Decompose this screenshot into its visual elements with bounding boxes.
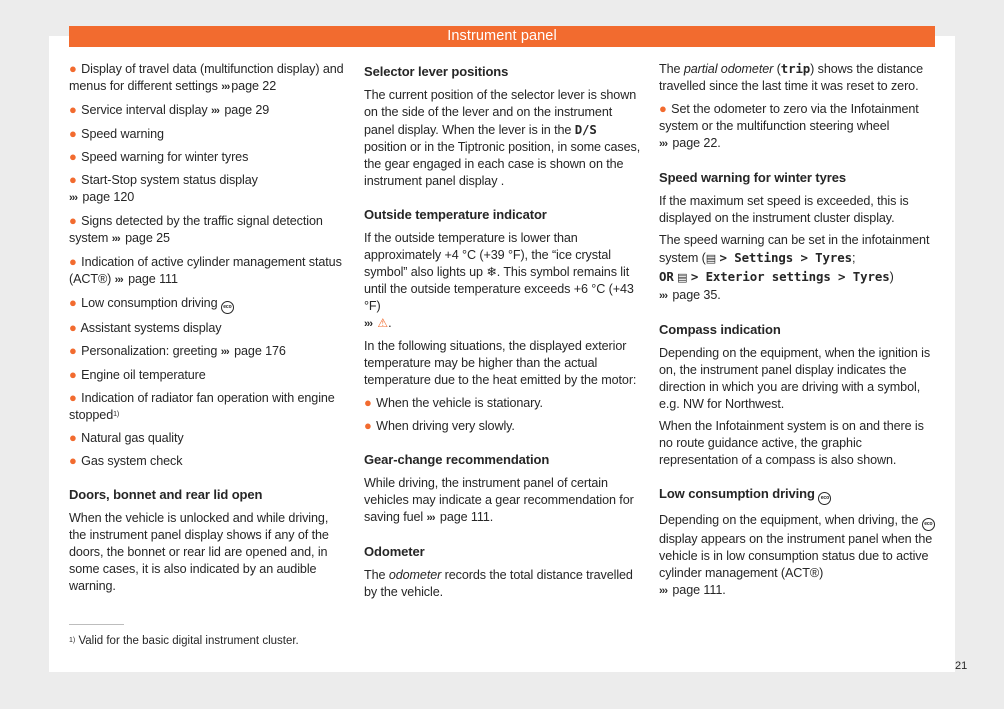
- list-item: ● Natural gas quality: [69, 430, 184, 445]
- temperature-text: If the outside temperature is lower than approximately +4 °C (+39 °F), the “ice crystal symbol” also lights up ❄. This symbol remains lit until the outside temperature exceeds +6 °C (+43 °F) ››› ⚠.: [364, 231, 634, 330]
- page-link[interactable]: page 22.: [672, 136, 721, 150]
- list-item: ● When the vehicle is stationary.: [364, 395, 543, 410]
- column-1: [69, 60, 345, 600]
- warning-icon: ⚠: [377, 316, 389, 330]
- column-2: [364, 60, 642, 606]
- compass-text: Depending on the equipment, when the ignition is on, the instrument panel display indicates the direction in which you are driving with a symbol, e.g. NW for Northwest.: [659, 346, 931, 411]
- gear-text: While driving, the instrument panel of certain vehicles may indicate a gear recommendation for saving fuel ››› page 111.: [364, 476, 634, 524]
- page-link[interactable]: page 29: [224, 103, 270, 117]
- low-consumption-heading: Low consumption driving eco: [659, 485, 939, 505]
- odometer-heading: Odometer: [364, 544, 425, 559]
- list-item: ● Low consumption driving eco: [69, 294, 345, 314]
- arrows-icon: ›››: [210, 105, 219, 117]
- arrows-icon: ›››: [659, 138, 667, 150]
- list-item: ● Speed warning for winter tyres: [69, 149, 249, 164]
- temperature-text-2: In the following situations, the displayed exterior temperature may be higher than the actual temperature due to the heat emitted by the motor:: [364, 339, 637, 387]
- list-item: ● Set the odometer to zero via the Infotainment system or the multifunction steering wheel ››› page 22.: [659, 101, 919, 150]
- footnote-divider: [69, 624, 124, 625]
- arrows-icon: ›››: [364, 318, 372, 330]
- page-number: 21: [955, 660, 968, 672]
- snowflake-icon: ❄: [486, 265, 497, 279]
- list-item: ● Signs detected by the traffic signal detection system ››› page 25: [69, 213, 323, 245]
- list-item: ● Assistant systems display: [69, 320, 222, 335]
- page-title: Instrument panel: [69, 26, 935, 47]
- car-icon: ▤: [677, 272, 688, 284]
- doors-text: When the vehicle is unlocked and while driving, the instrument panel display shows if any of the doors, the bonnet or rear lid are opened and, in some cases, it is also indicated by an audible warning.: [69, 511, 329, 593]
- list-item: ● Service interval display ››› page 29: [69, 102, 270, 117]
- page-link[interactable]: page 111.: [672, 583, 726, 597]
- list-item: ● Speed warning: [69, 126, 164, 141]
- list-item: ● Personalization: greeting ››› page 176: [69, 343, 286, 358]
- footnote: $^{1)}$ Valid for the basic digital instrument cluster.: [69, 635, 299, 647]
- arrows-icon: ›››: [659, 585, 667, 597]
- arrows-icon: ›››: [220, 346, 229, 358]
- selector-heading: Selector lever positions: [364, 64, 509, 79]
- arrows-icon: ›››: [659, 290, 667, 302]
- list-item: ● Engine oil temperature: [69, 367, 206, 382]
- page-link[interactable]: page 25: [125, 231, 170, 245]
- compass-text-2: When the Infotainment system is on and there is no route guidance active, the graphic representation of a compass is also shown.: [659, 419, 924, 467]
- eco-icon: eco: [818, 492, 831, 505]
- list-item: ● Indication of active cylinder management status (ACT®) ››› page 111: [69, 254, 342, 286]
- arrows-icon: ›››: [111, 233, 120, 245]
- car-icon: ▤: [705, 253, 717, 265]
- selector-text: The current position of the selector lever is shown on the side of the lever and on the instrument panel display. When the lever is in the D/S position or in the Tiptronic position, in some cases, the gear engaged in each case is shown on the instrument panel display .: [364, 88, 641, 188]
- page-link[interactable]: page 35.: [672, 288, 721, 302]
- odometer-text: The odometer records the total distance travelled by the vehicle.: [364, 568, 633, 599]
- page-link[interactable]: page 120: [82, 190, 135, 204]
- temperature-heading: Outside temperature indicator: [364, 207, 547, 222]
- page-link[interactable]: page 111: [128, 272, 178, 286]
- arrows-icon: ›››: [114, 274, 123, 286]
- list-item: ● Display of travel data (multifunction display) and menus for different settings ››› page 22: [69, 61, 344, 93]
- footnote-mark: 1): [113, 411, 120, 418]
- list-item: ● Gas system check: [69, 453, 183, 468]
- winter-tyres-heading: Speed warning for winter tyres: [659, 170, 846, 185]
- arrows-icon: ›››: [221, 81, 230, 93]
- partial-odometer-text: The partial odometer (trip) shows the distance travelled since the last time it was reset to zero.: [659, 61, 923, 93]
- gear-heading: Gear-change recommendation: [364, 452, 550, 467]
- eco-icon: eco: [922, 518, 935, 531]
- page-link[interactable]: page 22: [231, 79, 277, 93]
- doors-heading: Doors, bonnet and rear lid open: [69, 487, 263, 502]
- column-3: [659, 60, 939, 605]
- arrows-icon: ›››: [69, 192, 77, 204]
- eco-icon: eco: [221, 301, 234, 314]
- winter-tyres-text-2: The speed warning can be set in the infotainment system (▤ > Settings > Tyres; OR ▤ > Exterior settings > Tyres) ››› page 35.: [659, 233, 930, 302]
- winter-tyres-text: If the maximum set speed is exceeded, this is displayed on the instrument cluster display.: [659, 194, 909, 225]
- list-item: ● When driving very slowly.: [364, 418, 515, 433]
- low-consumption-text: Depending on the equipment, when driving, the eco display appears on the instrument panel when the vehicle is in low consumption status due to active cylinder management (ACT®) ››› page 111.: [659, 512, 939, 600]
- compass-heading: Compass indication: [659, 322, 781, 337]
- page-link[interactable]: page 111.: [439, 510, 494, 524]
- arrows-icon: ›››: [426, 512, 435, 524]
- list-item: ● Start-Stop system status display ››› page 120: [69, 172, 258, 204]
- list-item: ● Indication of radiator fan operation with engine stopped$^{1)}$: [69, 390, 335, 422]
- page-link[interactable]: page 176: [234, 344, 286, 358]
